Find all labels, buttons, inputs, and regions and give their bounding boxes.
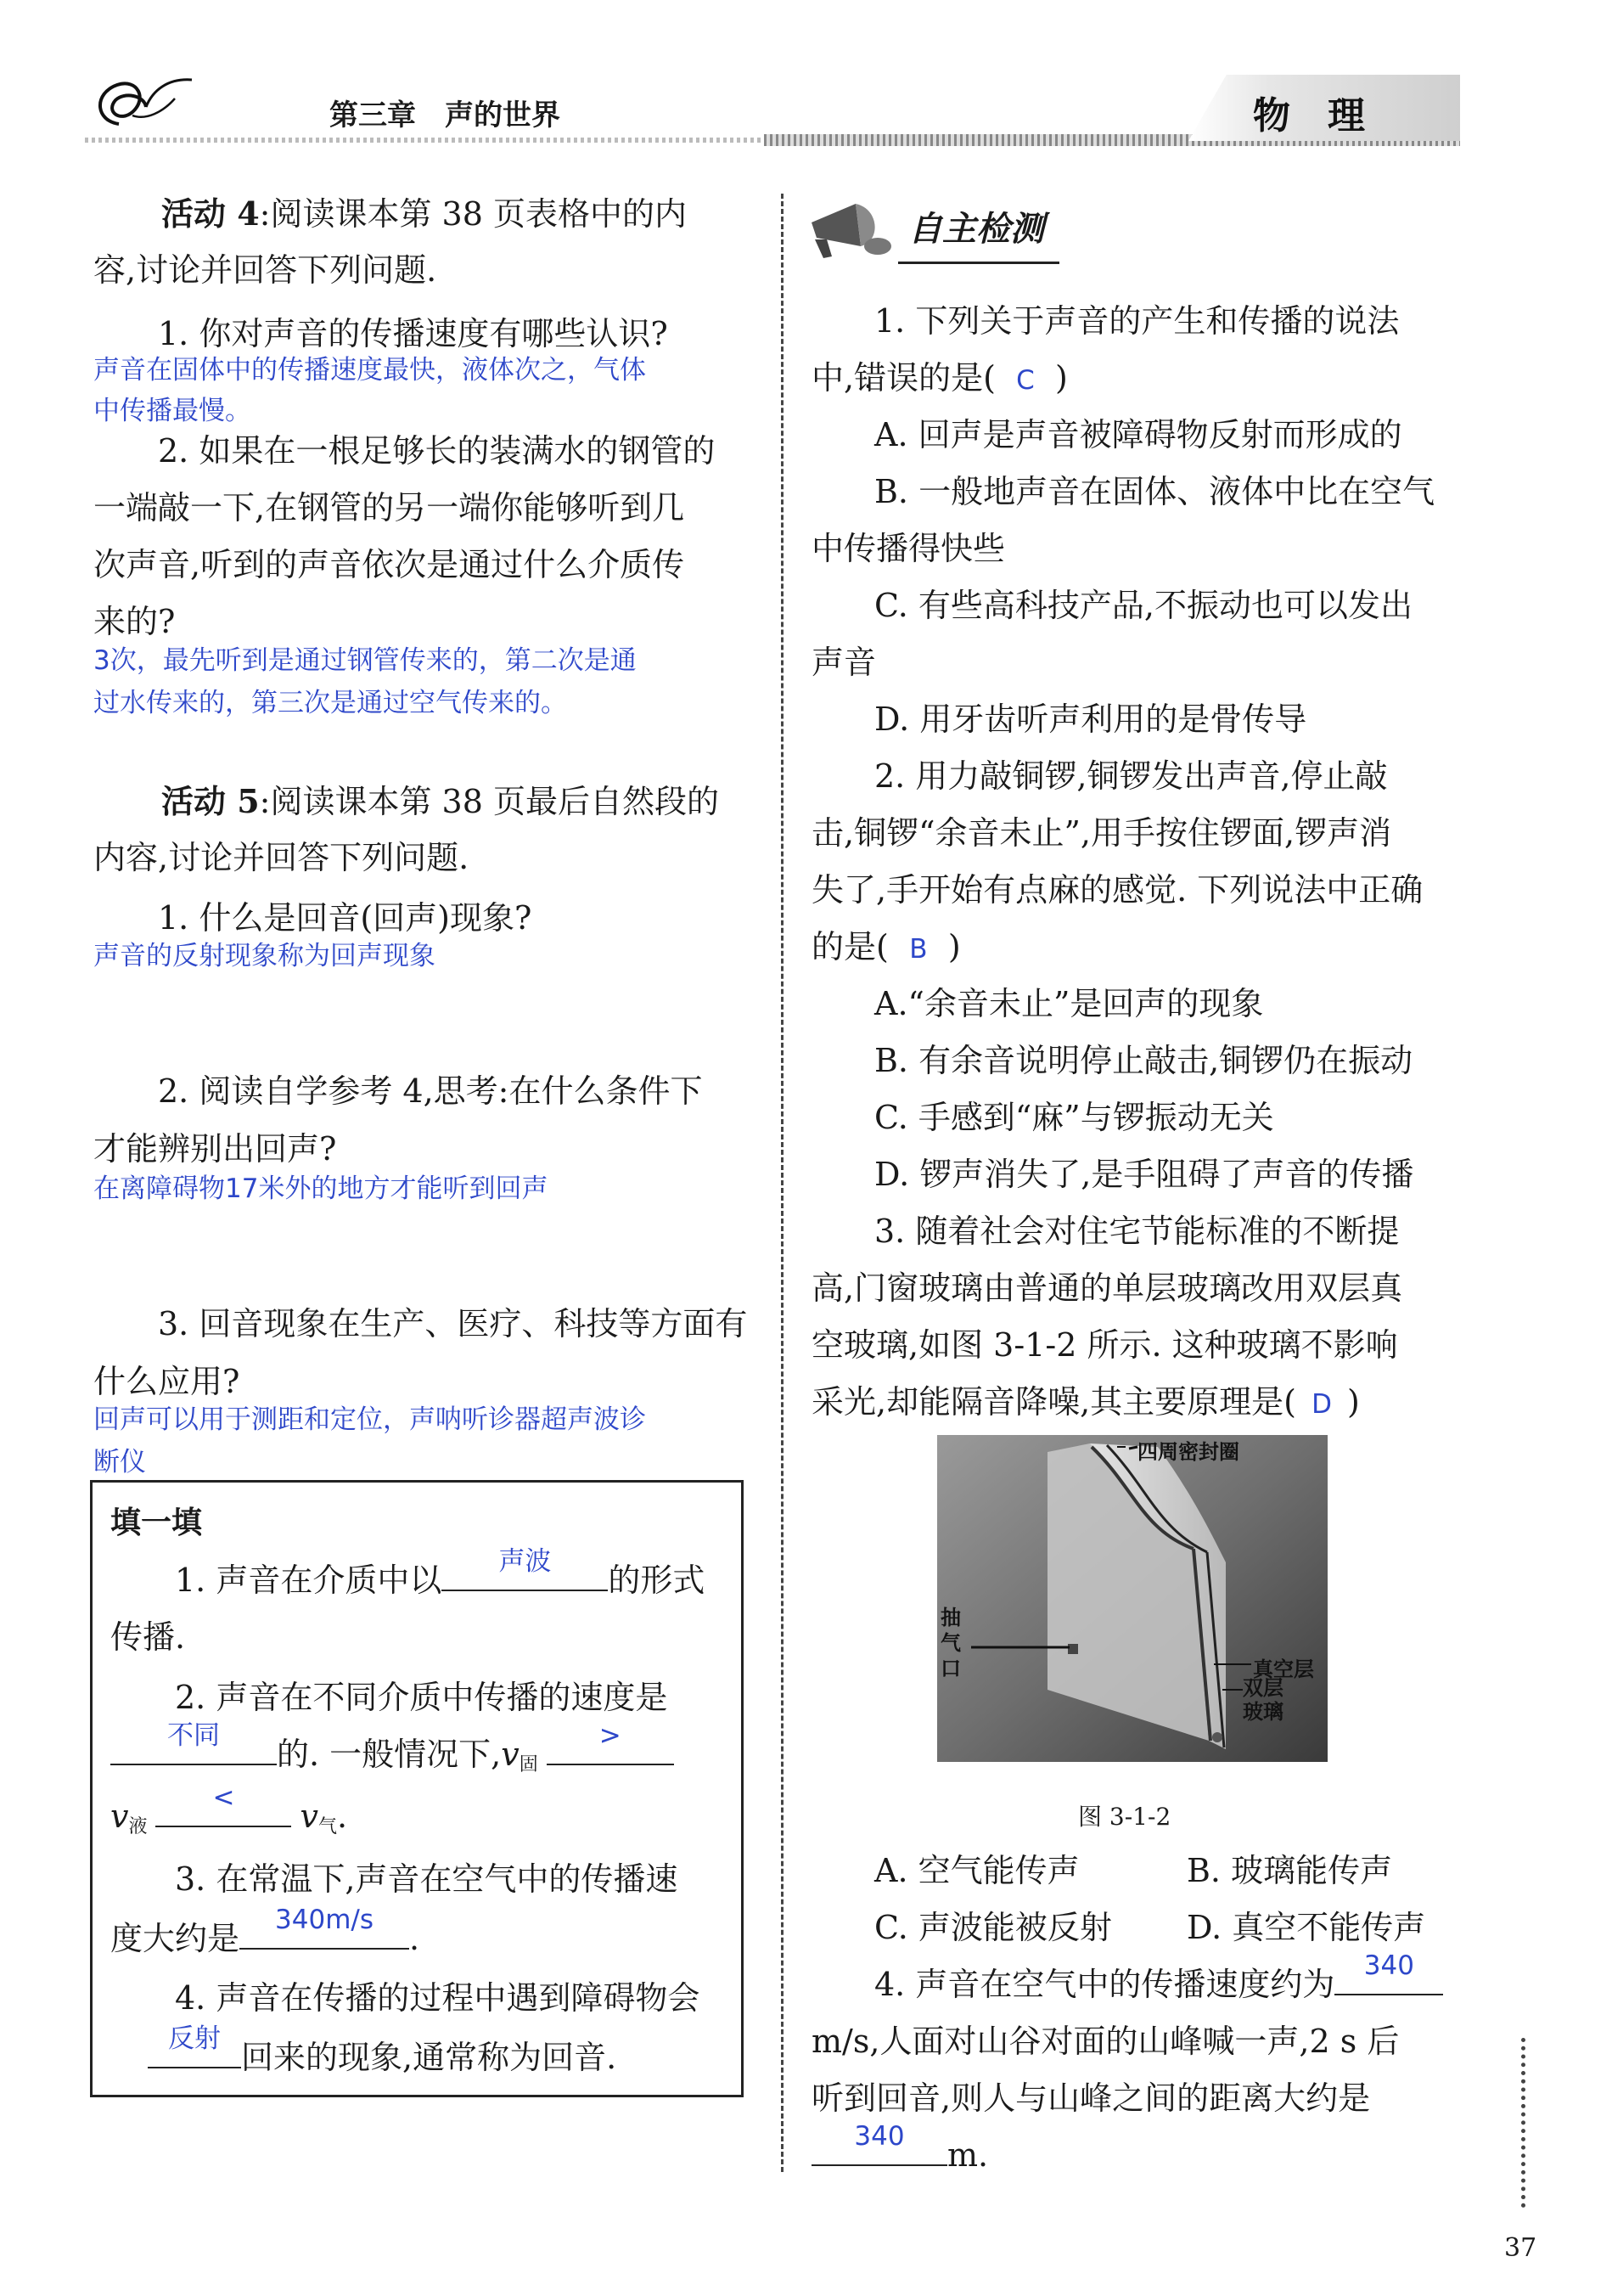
figure-label-double [1243,1676,1283,1724]
answer-2-line1: 3次，最先听到是通过钢管传来的，第二次是通 [93,645,637,676]
r1-option-c-line2: 声音 [812,644,877,681]
fill-2-mid: 的. 一般情况下, [277,1736,502,1773]
fill-4-answer: 反射 [168,2023,221,2054]
fill-4-line1: 4. 声音在传播的过程中遇到障碍物会 [175,1979,700,2017]
column-divider [781,194,784,2172]
r4-answer1: 340 [1363,1950,1414,1981]
question-5-2-line1: 2. 阅读自学参考 4,思考:在什么条件下 [158,1072,703,1110]
r2-option-d: D. 锣声消失了,是手阻碍了声音的传播 [874,1156,1414,1193]
activity5-line2: 内容,讨论并回答下列问题. [93,839,469,876]
fill-1-blank[interactable] [441,1546,608,1591]
figure-label-seal: 四周密封圈 [1137,1440,1239,1464]
r4-blank1[interactable] [1334,1950,1443,1995]
question-5-3-line2: 什么应用? [93,1363,240,1400]
fill-1-line2: 传播. [110,1618,186,1656]
section-title: 自主检测 [908,210,1044,249]
fill-3-line1: 3. 在常温下,声音在空气中的传播速 [175,1860,678,1898]
r4-blank2[interactable] [812,2121,947,2166]
answer-1-line1: 声音在固体中的传播速度最快，液体次之，气体 [93,355,646,385]
v-solid-sub: 固 [519,1754,538,1775]
fill-3-pre: 度大约是 [110,1920,240,1957]
question-5-1: 1. 什么是回音(回声)现象? [158,899,532,937]
fill-in-title: 填一填 [110,1505,203,1540]
r1-pre: 中, [812,359,855,397]
question-2-line3: 次声音,听到的声音依次是通过什么介质传 [93,546,685,583]
r1-option-b-line1: B. 一般地声音在固体、液体中比在空气 [874,473,1435,510]
fill-4-post: 回来的现象,通常称为回音. [241,2039,617,2076]
header-logo [87,70,197,131]
fill-2-blank1[interactable] [110,1720,277,1765]
activity4-line2: 容,讨论并回答下列问题. [93,251,437,289]
r1-emph: 错误 • [854,359,918,397]
megaphone-icon [805,197,898,263]
r4-line4 [812,2121,989,2184]
r3-option-a: A. 空气能传声 [874,1852,1080,1889]
figure-label-pump [941,1605,961,1681]
r3-option-d: D. 真空不能传声 [1187,1909,1426,1946]
question-1: 1. 你对声音的传播速度有哪些认识? [158,315,668,352]
question-2-line2: 一端敲一下,在钢管的另一端你能够听到几 [93,489,685,526]
answer-5-1: 声音的反射现象称为回声现象 [93,941,435,971]
fill-2-answer1: 不同 [167,1720,220,1751]
question-5-3-line1: 3. 回音现象在生产、医疗、科技等方面有 [158,1305,748,1342]
v-liquid: v [110,1798,129,1835]
r3-line4 [812,1374,1360,1433]
question-2-line1: 2. 如果在一根足够长的装满水的钢管的 [158,432,716,470]
r3-pre: 采光,却能隔音降噪,其主要原理是( [812,1383,1296,1421]
r3-answer: D [1312,1389,1332,1420]
r2-pre: 的是( [812,928,889,965]
r1-line2 [812,350,1068,409]
r2-option-b: B. 有余音说明停止敲击,铜锣仍在振动 [874,1042,1413,1079]
chapter-title: 第三章 声的世界 [329,98,560,132]
section-header [805,197,1110,265]
r2-option-a: A.“余音未止”是回声的现象 [874,985,1264,1022]
r4-answer2: 340 [854,2121,905,2152]
answer-5-3-line1: 回声可以用于测距和定位，声呐听诊器超声波诊 [93,1404,646,1435]
answer-5-3-line2: 断仪 [93,1447,146,1477]
v-solid: v [501,1736,520,1773]
v-liquid-sub: 液 [128,1816,148,1837]
fill-3-answer: 340m/s [275,1905,374,1935]
figure-label-double-2: 玻璃 [1243,1700,1283,1724]
r1-answer: C [1016,365,1035,396]
r2-line4 [812,919,961,978]
fill-1-answer: 声波 [498,1546,552,1577]
figure-label-pump-2: 气 [941,1631,961,1655]
question-5-2-line2: 才能辨别出回声? [93,1130,337,1168]
r1-option-c-line1: C. 有些高科技产品,不振动也可以发出 [874,587,1413,624]
fill-4-line2 [148,2023,617,2086]
figure-label-pump-1: 抽 [941,1606,961,1629]
r1-option-d: D. 用牙齿听声利用的是骨传导 [874,701,1307,738]
answer-2-line2: 过水传来的，第三次是通过空气传来的。 [93,688,567,718]
figure-3-1-2 [937,1435,1328,1762]
fill-2-answer2: > [598,1720,621,1751]
activity5-line1 [161,773,719,830]
r3-line2: 高,门窗玻璃由普通的单层玻璃改用双层真 [812,1269,1403,1307]
fill-2-line3 [110,1782,348,1855]
fill-2-answer3: < [212,1782,235,1813]
answer-5-2: 在离障碍物17米外的地方才能听到回声 [93,1173,548,1204]
fill-4-blank[interactable] [148,2023,241,2068]
section-underline [898,262,1059,264]
fill-2-end: . [336,1798,348,1835]
r2-end: ) [947,928,961,965]
figure-label-pump-3: 口 [941,1657,961,1680]
activity4-label: 活动 4 [161,194,260,233]
r2-option-c: C. 手感到“麻”与锣振动无关 [874,1099,1274,1136]
r2-line1: 2. 用力敲铜锣,铜锣发出声音,停止敲 [874,757,1388,795]
r1-option-b-line2: 中传播得快些 [812,530,1006,567]
figure-label-vacuum: 真空层 [1253,1657,1314,1681]
r3-option-b: B. 玻璃能传声 [1187,1852,1393,1889]
r2-line3: 失了,手开始有点麻的感觉. 下列说法中正确 [812,871,1424,909]
r3-line1: 3. 随着社会对住宅节能标准的不断提 [874,1213,1400,1250]
figure-label-double-1: 双层 [1243,1676,1283,1700]
r4-pre: 4. 声音在空气中的传播速度约为 [874,1966,1335,2003]
r4-line3: 听到回音,则人与山峰之间的距离大约是 [812,2079,1371,2117]
activity5-text: :阅读课本第 38 页最后自然段的 [259,783,719,820]
fill-1-post: 的形式 [608,1562,705,1599]
r1-end: ) [1054,359,1068,397]
v-gas-sub: 气 [317,1816,337,1837]
fill-3-blank[interactable] [239,1905,409,1950]
activity4-text: :阅读课本第 38 页表格中的内 [259,195,687,233]
swirl-logo-icon [87,70,197,131]
r1-mid: 的是( [918,359,996,397]
answer-1-line2: 中传播最慢。 [93,396,251,426]
r3-end: ) [1347,1383,1360,1421]
question-2-line4: 来的? [93,603,176,640]
r4-line1 [874,1950,1443,2013]
fill-1-line1 [175,1546,705,1609]
page-number: 37 [1504,2233,1537,2263]
fill-2-blank3[interactable] [155,1782,291,1827]
fill-3-line2 [110,1905,420,1967]
figure-caption: 图 3-1-2 [1078,1803,1171,1831]
r1-option-a: A. 回声是声音被障碍物反射而形成的 [874,416,1402,453]
subject-title: 物 理 [1253,94,1365,138]
r4-line2: m/s,人面对山谷对面的山峰喊一声,2 s 后 [812,2023,1400,2060]
fill-2-line1: 2. 声音在不同介质中传播的速度是 [175,1679,668,1716]
r3-line3: 空玻璃,如图 3-1-2 所示. 这种玻璃不影响 [812,1326,1398,1364]
r1-line1: 1. 下列关于声音的产生和传播的说法 [874,302,1400,340]
fill-1-pre: 1. 声音在介质中以 [175,1562,442,1599]
r4-end: m. [947,2136,989,2174]
fill-2-blank2[interactable] [547,1720,674,1765]
margin-dots [1521,2038,1525,2208]
activity5-label: 活动 5 [161,782,260,820]
fill-3-post: . [409,1920,420,1957]
r3-option-c: C. 声波能被反射 [874,1909,1112,1946]
r2-answer: B [909,934,928,965]
v-gas: v [300,1798,318,1835]
activity4-line1 [161,185,687,243]
r2-line2: 击,铜锣“余音未止”,用手按住锣面,锣声消 [812,814,1392,852]
